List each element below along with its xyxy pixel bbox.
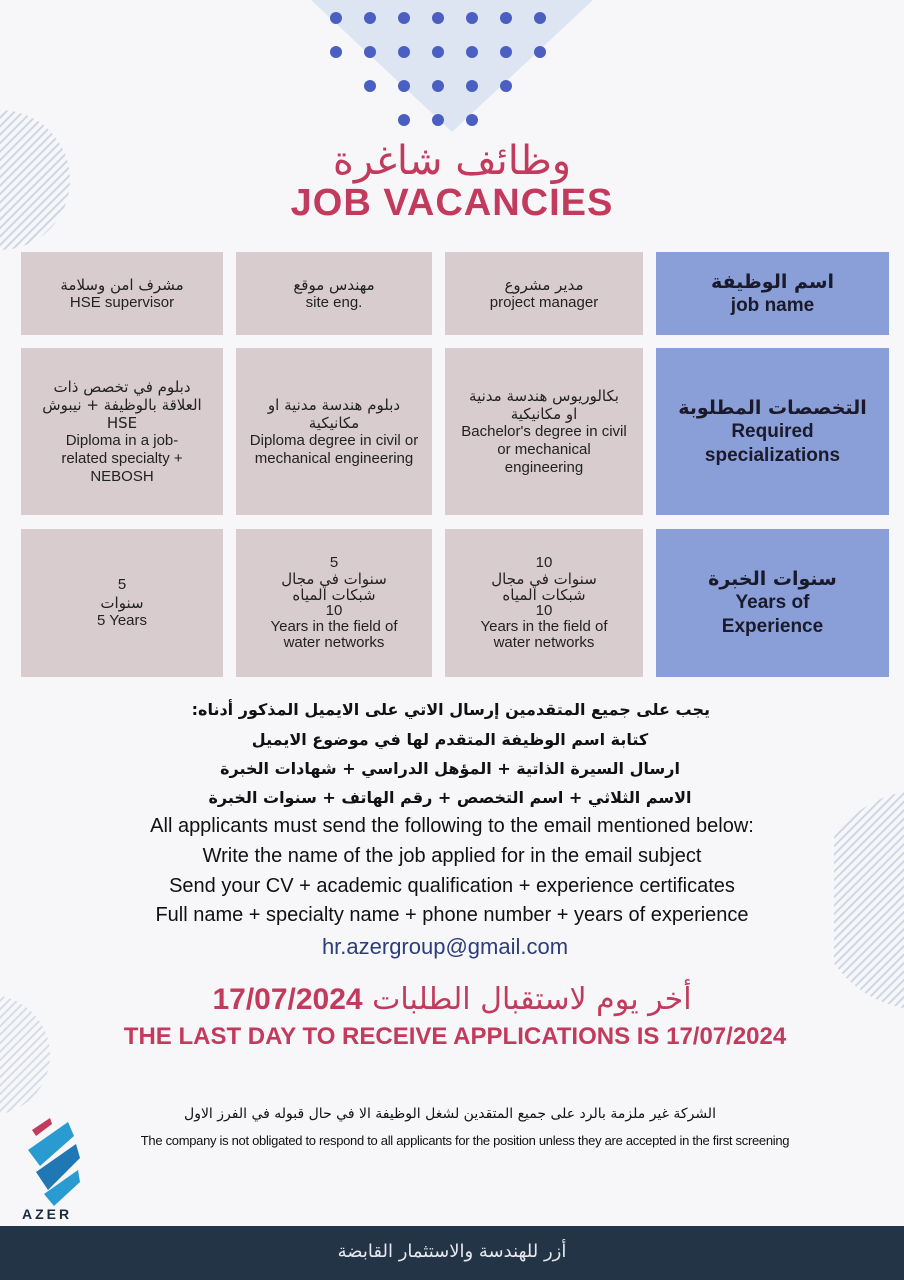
cell-en: site eng.: [305, 293, 363, 311]
instructions-en-line: Send your CV + academic qualification + experience certificates: [169, 875, 735, 897]
decorative-dot: [398, 12, 410, 24]
contact-email-link[interactable]: hr.azergroup@gmail.com: [321, 934, 569, 959]
footer-bar: [0, 1226, 904, 1280]
header-years-of-experience: [656, 529, 889, 677]
decorative-dot: [500, 46, 512, 58]
cell-ar: سنوات: [100, 594, 144, 612]
decorative-dot: [466, 80, 478, 92]
cell-ar: دبلوم هندسة مدنية او مكانيكية: [267, 395, 401, 432]
title-english: JOB VACANCIES: [290, 182, 614, 224]
decorative-dot: [466, 46, 478, 58]
decorative-dot: [500, 80, 512, 92]
decorative-dot: [466, 12, 478, 24]
cell-en: Diploma in a job-related specialty + NEBOSH: [61, 431, 183, 485]
cell-en: 5 Years: [96, 612, 148, 629]
cell-en: Years in the field of water networks: [480, 618, 608, 651]
instructions-ar-line: الاسم الثلاثي + اسم التخصص + رقم الهاتف + سنوات الخبرة: [208, 788, 692, 807]
cell-ar: بكالوريوس هندسة مدنية او مكانيكية: [469, 386, 619, 423]
instructions-ar-intro: يجب على جميع المتقدمين إرسال الاتي على الايميل المذكور أدناه:: [191, 700, 710, 719]
cell-ar: سنوات في مجال شبكات المياه: [281, 570, 387, 604]
cell-exp-hse-supervisor: [21, 529, 223, 677]
header-label-en: Required specializations: [704, 420, 841, 466]
logo-text: AZER: [22, 1206, 73, 1222]
decorative-dot: [364, 80, 376, 92]
cell-site-eng: [236, 252, 432, 335]
deadline-ar-text: أخر يوم لاستقبال الطلبات: [372, 982, 692, 1017]
decorative-dot: [534, 46, 546, 58]
header-label-ar: سنوات الخبرة: [708, 568, 837, 590]
cell-num: 10: [535, 554, 553, 571]
instructions-en-line: Write the name of the job applied for in the email subject: [202, 845, 702, 867]
deadline-arabic: [0, 982, 904, 1017]
header-label-ar: اسم الوظيفة: [710, 270, 835, 293]
title-arabic: وظائف شاغرة: [332, 138, 572, 184]
cell-num2: 10: [325, 602, 343, 619]
header-job-name: [656, 252, 889, 335]
decorative-dot: [398, 46, 410, 58]
decorative-dot: [330, 46, 342, 58]
cell-num: 5: [117, 576, 127, 593]
cell-exp-project-manager: [445, 529, 643, 677]
footer-company-name: أزر للهندسة والاستثمار القابضة: [337, 1241, 567, 1262]
decorative-dot: [432, 46, 444, 58]
decorative-dot: [534, 12, 546, 24]
instructions-en-intro: All applicants must send the following to the email mentioned below:: [150, 815, 754, 837]
instructions-ar-line: كتابة اسم الوظيفة المتقدم لها في موضوع الايميل: [251, 730, 649, 749]
decorative-dot: [364, 46, 376, 58]
disclaimer-english: The company is not obligated to respond to all applicants for the position unless they are accepted in the first screening: [140, 1133, 790, 1148]
cell-ar: دبلوم في تخصص ذات العلاقة بالوظيفة + نيبوش HSE: [42, 377, 202, 432]
cell-project-manager: [445, 252, 643, 335]
cell-num: 5: [329, 554, 339, 571]
header-label-en: job name: [730, 294, 815, 316]
azer-logo-icon: [18, 1110, 88, 1220]
decorative-dot: [398, 80, 410, 92]
cell-en: Bachelor's degree in civil or mechanical engineering: [461, 422, 627, 476]
decorative-dot: [432, 80, 444, 92]
cell-spec-hse-supervisor: [21, 348, 223, 515]
instructions-ar-line: ارسال السيرة الذاتية + المؤهل الدراسي + شهادات الخبرة: [220, 759, 680, 778]
cell-ar: مدير مشروع: [504, 275, 584, 294]
decorative-triangle: [311, 0, 593, 132]
deadline-date: 17/07/2024: [212, 983, 363, 1016]
cell-hse-supervisor: [21, 252, 223, 335]
cell-spec-site-eng: [236, 348, 432, 515]
decorative-dot: [330, 12, 342, 24]
decorative-dot: [432, 114, 444, 126]
cell-spec-project-manager: [445, 348, 643, 515]
cell-en: Years in the field of water networks: [270, 618, 398, 651]
header-required-specializations: [656, 348, 889, 515]
decorative-dot: [364, 12, 376, 24]
decorative-dot: [500, 12, 512, 24]
cell-ar: مهندس موقع: [293, 275, 375, 294]
header-label-en: Years of Experience: [721, 592, 824, 637]
disclaimer-arabic: الشركة غير ملزمة بالرد على جميع المتقدين لشغل الوظيفة الا في حال قبوله في الفرز الاول: [184, 1106, 716, 1122]
cell-en: Diploma degree in civil or mechanical engineering: [249, 431, 419, 467]
cell-en: project manager: [489, 293, 599, 311]
cell-en: HSE supervisor: [69, 293, 175, 311]
instructions-en-line: Full name + specialty name + phone number + years of experience: [155, 904, 749, 926]
decorative-dot: [432, 12, 444, 24]
decorative-dot: [466, 114, 478, 126]
decorative-dot: [398, 114, 410, 126]
cell-exp-site-eng: [236, 529, 432, 677]
header-label-ar: التخصصات المطلوبة: [678, 396, 867, 419]
cell-ar: سنوات في مجال شبكات المياه: [491, 570, 597, 604]
cell-ar: مشرف امن وسلامة: [60, 275, 184, 294]
deadline-english: THE LAST DAY TO RECEIVE APPLICATIONS IS 17/07/2024: [123, 1023, 787, 1050]
cell-num2: 10: [535, 602, 553, 619]
